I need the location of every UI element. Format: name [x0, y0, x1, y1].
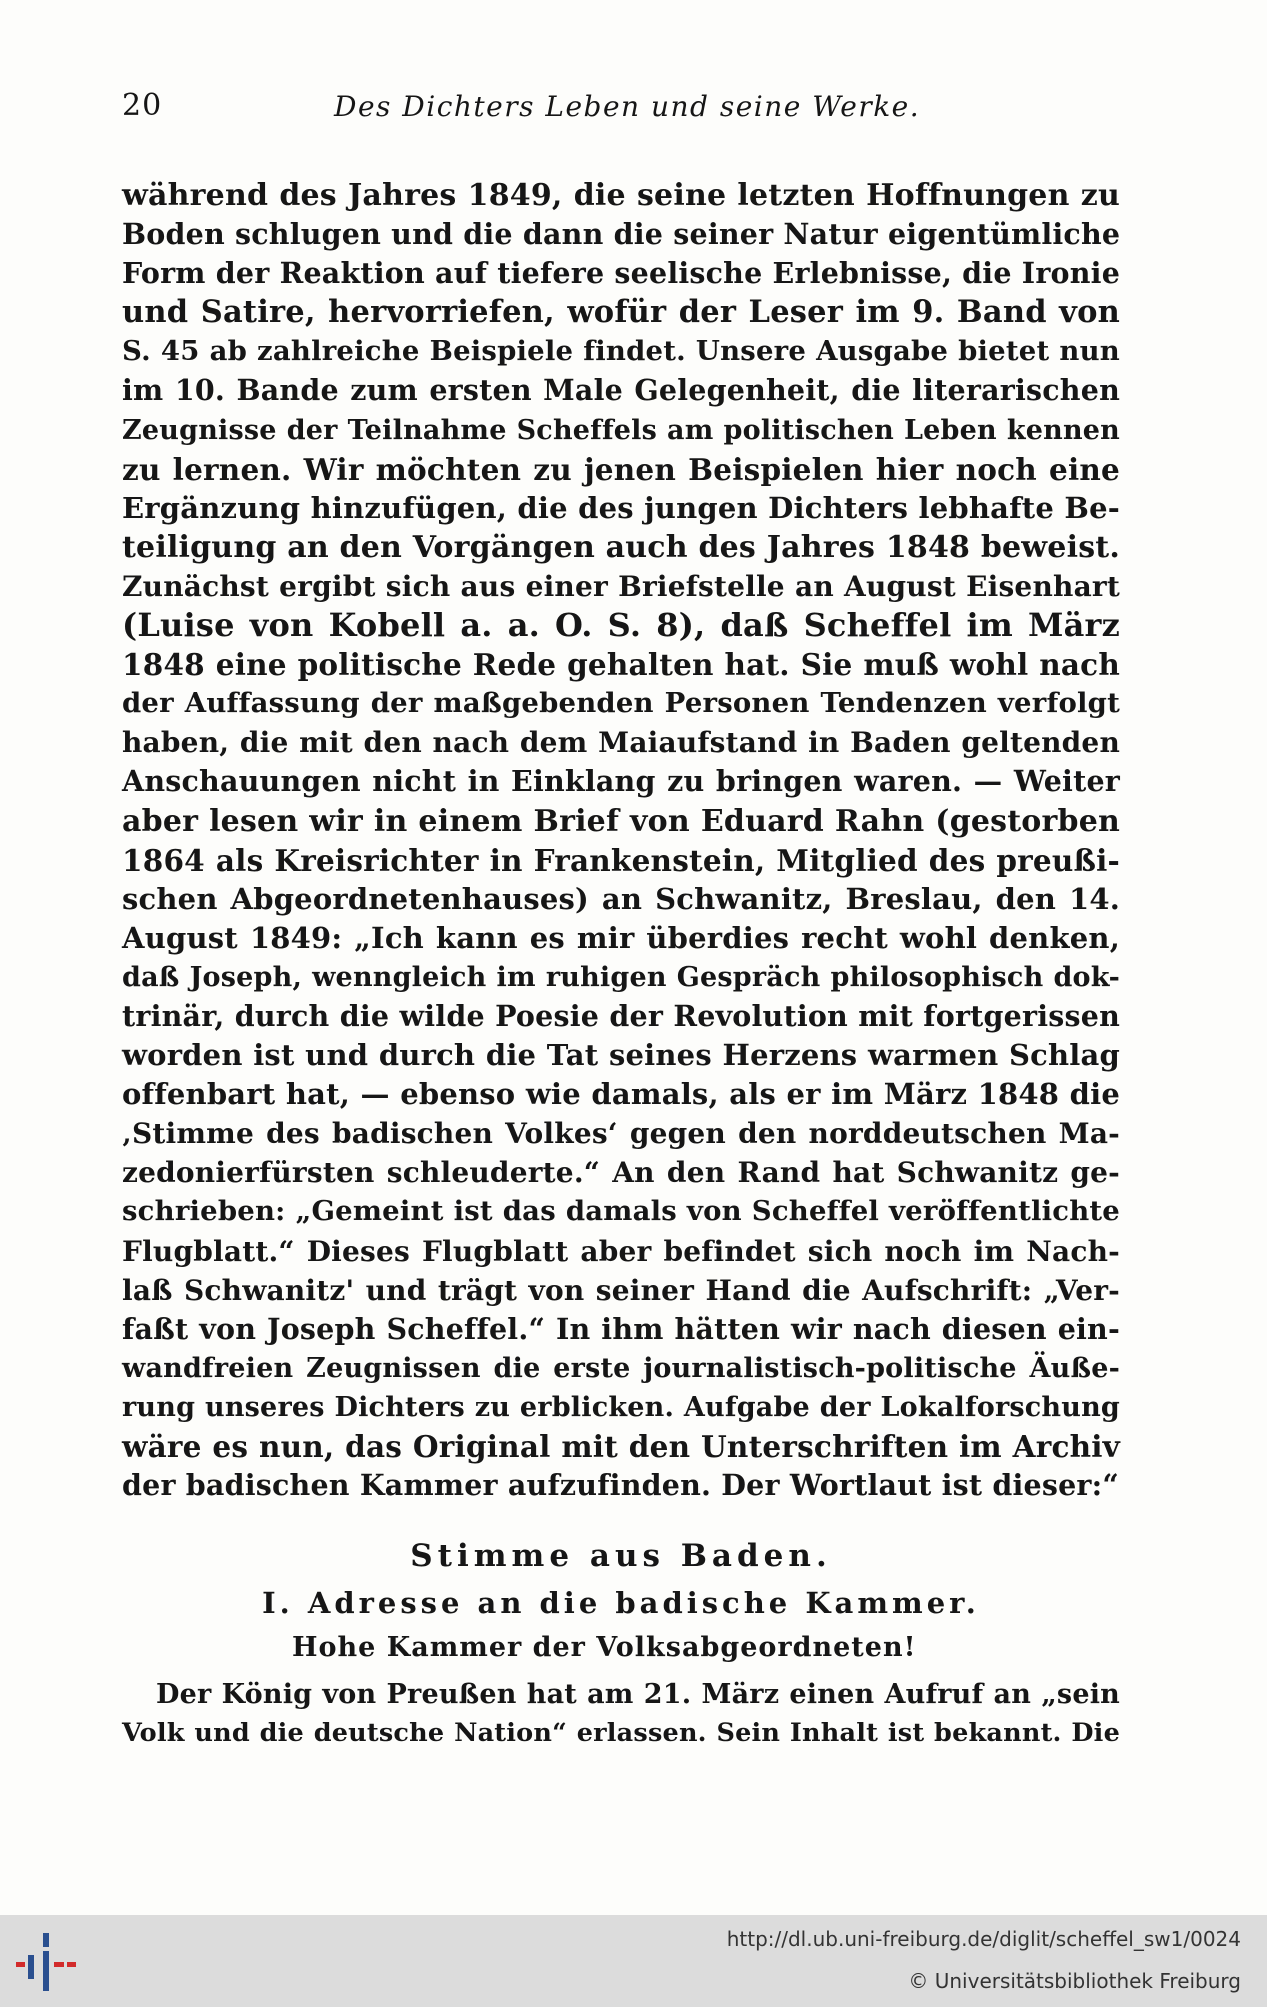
source-url[interactable]: http://dl.ub.uni-freiburg.de/diglit/scheffel_sw1/0024	[726, 1927, 1241, 1951]
text-line: Zeugnisse der Teilnahme Scheffels am politischen Leben kennen	[122, 414, 1120, 446]
text-line: ‚Stimme des badischen Volkes‘ gegen den norddeutschen Ma-	[122, 1117, 1120, 1151]
text-line: rung unseres Dichters zu erblicken. Aufgabe der Lokalforschung	[122, 1391, 1120, 1423]
text-line: Anschauungen nicht in Einklang zu bringen waren. — Weiter	[122, 764, 1120, 799]
text-line: trinär, durch die wilde Poesie der Revolution mit fortgerissen	[122, 998, 1120, 1033]
ub-freiburg-logo-icon	[14, 1929, 78, 1995]
text-line: Flugblatt.“ Dieses Flugblatt aber befindet sich noch im Nach-	[122, 1234, 1120, 1268]
page-number: 20	[122, 88, 163, 123]
body-text	[122, 176, 1120, 1505]
section-subtitle: I. Adresse an die badische Kammer.	[262, 1586, 980, 1620]
text-line: S. 45 ab zahlreiche Beispiele findet. Unsere Ausgabe bietet nun	[122, 335, 1120, 368]
text-line: 1864 als Kreisrichter in Frankenstein, Mitglied des preußi-	[122, 842, 1120, 878]
text-line: worden ist und durch die Tat seines Herzens warmen Schlag	[122, 1038, 1120, 1073]
text-line: laß Schwanitz' und trägt von seiner Hand die Aufschrift: „Ver-	[122, 1273, 1120, 1307]
text-line: der Auffassung der maßgebenden Personen Tendenzen verfolgt	[122, 687, 1120, 720]
copyright-notice: © Universitätsbibliothek Freiburg	[908, 1969, 1241, 1993]
text-line: während des Jahres 1849, die seine letzten Hoffnungen zu	[122, 178, 1120, 213]
text-line: daß Joseph, wenngleich im ruhigen Gespräch philosophisch dok-	[122, 961, 1120, 993]
text-line: der badischen Kammer aufzufinden. Der Wortlaut ist dieser:“	[122, 1468, 1119, 1503]
text-line: schrieben: „Gemeint ist das damals von Scheffel veröffentlichte	[122, 1195, 1120, 1228]
section-title: Stimme aus Baden.	[410, 1538, 832, 1574]
text-line: aber lesen wir in einem Brief von Eduard Rahn (gestorben	[122, 803, 1120, 839]
text-line: im 10. Bande zum ersten Male Gelegenheit, die literarischen	[122, 373, 1120, 408]
address-salutation: Hohe Kammer der Volksabgeordneten!	[292, 1632, 917, 1663]
text-line: Zunächst ergibt sich aus einer Briefstelle an August Eisenhart	[122, 569, 1120, 603]
text-line: Der König von Preußen hat am 21. März einen Aufruf an „sein	[156, 1679, 1120, 1710]
text-line: 1848 eine politische Rede gehalten hat. Sie muß wohl nach	[122, 647, 1120, 683]
text-line: faßt von Joseph Scheffel.“ In ihm hätten wir nach diesen ein-	[122, 1311, 1120, 1346]
text-line: offenbart hat, — ebenso wie damals, als er im März 1848 die	[122, 1077, 1120, 1112]
page-header	[122, 88, 1122, 136]
text-line: zedonierfürsten schleuderte.“ An den Rand hat Schwanitz ge-	[122, 1156, 1120, 1190]
footer-bar	[0, 1915, 1267, 2007]
text-line: und Satire, hervorriefen, wofür der Leser im 9. Band von	[122, 294, 1120, 331]
text-line: Boden schlugen und die dann die seiner Natur eigentümliche	[122, 217, 1121, 252]
text-line: (Luise von Kobell a. a. O. S. 8), daß Scheffel im März	[122, 606, 1120, 645]
text-line: August 1849: „Ich kann es mir überdies recht wohl denken,	[122, 920, 1120, 955]
text-line: zu lernen. Wir möchten zu jenen Beispielen hier noch eine	[122, 451, 1120, 487]
text-line: Form der Reaktion auf tiefere seelische Erlebnisse, die Ironie	[122, 256, 1121, 291]
text-line: wandfreien Zeugnissen die erste journalistisch-politische Äuße-	[122, 1352, 1120, 1384]
text-line: teiligung an den Vorgängen auch des Jahres 1848 beweist.	[122, 529, 1120, 565]
address-text	[122, 1676, 1120, 1752]
running-title: Des Dichters Leben und seine Werke.	[334, 90, 921, 123]
text-line: wäre es nun, das Original mit den Unterschriften im Archiv	[122, 1429, 1120, 1464]
text-line: haben, die mit den nach dem Maiaufstand in Baden geltenden	[122, 726, 1120, 760]
text-line: schen Abgeordnetenhauses) an Schwanitz, Breslau, den 14.	[122, 881, 1120, 916]
text-line: Volk und die deutsche Nation“ erlassen. Sein Inhalt ist bekannt. Die	[122, 1718, 1120, 1748]
text-line: Ergänzung hinzufügen, die des jungen Dichters lebhafte Be-	[122, 490, 1120, 525]
